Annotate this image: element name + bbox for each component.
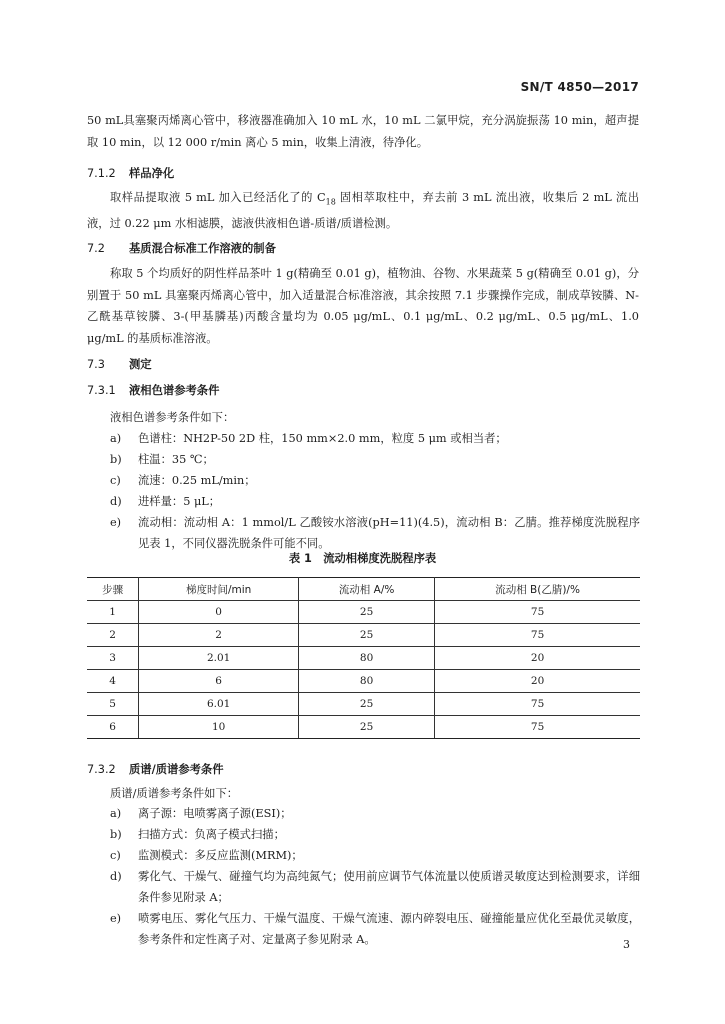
table-cell: 6 [87, 716, 139, 739]
table-cell: 75 [435, 693, 640, 716]
table-cell: 5 [87, 693, 139, 716]
sample-cleanup-paragraph: 取样品提取液 5 mL 加入已经活化了的 $C_{18}$ 固相萃取柱中，弃去前 3 mL 流出液，收集后 2 mL 流出液，过 0.22 μm 水相滤膜，滤液供液相色谱-质谱/质谱检测。 [87, 191, 639, 230]
section-title: 基质混合标准工作溶液的制备 [129, 242, 276, 255]
header-phase-a: 流动相 A/% [299, 578, 435, 601]
table-header-row [87, 578, 640, 601]
table-row [87, 647, 640, 670]
table-cell: 20 [435, 670, 640, 693]
table-row [87, 601, 640, 624]
header-gradient-time: 梯度时间/min [139, 578, 299, 601]
table-cell: 25 [299, 601, 435, 624]
table-cell: 80 [299, 647, 435, 670]
page-number: 3 [623, 938, 630, 951]
table-cell: 75 [435, 624, 640, 647]
section-7-3-2-heading [87, 762, 224, 778]
list-item: d) 雾化气、干燥气、碰撞气均为高纯氮气；使用前应调节气体流量以使质谱灵敏度达到检测要求，详细条件参见附录 A； [110, 870, 640, 904]
list-item: d) 进样量：5 μL； [110, 495, 221, 508]
section-title: 测定 [129, 358, 152, 371]
list-item: b) 扫描方式：负离子模式扫描； [110, 828, 285, 841]
lc-conditions-list [110, 428, 640, 554]
table-cell: 20 [435, 647, 640, 670]
table-cell: 1 [87, 601, 139, 624]
table-1-caption: 表 1 流动相梯度洗脱程序表 [288, 552, 437, 565]
ms-conditions-list [110, 803, 640, 950]
table-cell: 75 [435, 716, 640, 739]
section-7-2-heading [87, 241, 276, 257]
section-7-3-heading [87, 357, 152, 373]
section-7-1-2-heading [87, 166, 174, 182]
table-cell: 4 [87, 670, 139, 693]
table-cell: 2 [139, 624, 299, 647]
table-cell: 6.01 [139, 693, 299, 716]
ms-conditions-intro: 质谱/质谱参考条件如下： [110, 787, 239, 800]
table-cell: 6 [139, 670, 299, 693]
table-cell: 25 [299, 716, 435, 739]
list-item: c) 监测模式：多反应监测(MRM)； [110, 849, 303, 862]
table-cell: 2.01 [139, 647, 299, 670]
table-row [87, 670, 640, 693]
gradient-elution-table [87, 577, 640, 739]
matrix-standard-paragraph: 称取 5 个均质好的阴性样品茶叶 1 g(精确至 0.01 g)，植物油、谷物、水果蔬菜 5 g(精确至 0.01 g)，分别置于 50 mL 具塞聚丙烯离心管中，加入适量混合标准溶液，其余按照 7.1 步骤操作完成，制成草铵膦、N-乙酰基草铵膦、3-(甲基膦基)丙酸含量均为 0.05 μg/mL、0.1 μg/mL、0.2 μg/mL、0.5 μg/mL、1.0 μg/mL 的基质标准溶液。 [87, 267, 639, 345]
list-item: e) 喷雾电压、雾化气压力、干燥气温度、干燥气流速、源内碎裂电压、碰撞能量应优化至最优灵敏度，参考条件和定性离子对、定量离子参见附录 A。 [110, 912, 640, 946]
table-cell: 25 [299, 624, 435, 647]
lc-conditions-intro: 液相色谱参考条件如下： [110, 411, 235, 424]
table-cell: 80 [299, 670, 435, 693]
section-number: 7.3.2 [87, 763, 116, 776]
section-title: 样品净化 [129, 167, 175, 180]
header-phase-b: 流动相 B(乙腈)/% [435, 578, 640, 601]
table-row [87, 624, 640, 647]
table-cell: 3 [87, 647, 139, 670]
table-cell: 0 [139, 601, 299, 624]
section-title: 液相色谱参考条件 [129, 384, 220, 397]
list-item: a) 色谱柱：NH2P-50 2D 柱，150 mm×2.0 mm，粒度 5 μm 或相当者； [110, 432, 507, 445]
list-item: e) 流动相：流动相 A：1 mmol/L 乙酸铵水溶液(pH=11)(4.5)，流动相 B：乙腈。推荐梯度洗脱程序见表 1，不同仪器洗脱条件可能不同。 [110, 516, 640, 550]
list-item: a) 离子源：电喷雾离子源(ESI)； [110, 807, 292, 820]
extraction-continuation-paragraph: 50 mL具塞聚丙烯离心管中，移液器准确加入 10 mL 水，10 mL 二氯甲烷，充分涡旋振荡 10 min，超声提取 10 min，以 12 000 r/min 离心 5 min，收集上清液，待净化。 [87, 114, 639, 149]
table-row [87, 693, 640, 716]
section-number: 7.3 [87, 358, 105, 371]
section-title: 质谱/质谱参考条件 [129, 763, 224, 776]
table-cell: 10 [139, 716, 299, 739]
table-row [87, 716, 640, 739]
c18-subscript: 18 [325, 197, 336, 207]
list-item: b) 柱温：35 ℃； [110, 453, 214, 466]
table-cell: 2 [87, 624, 139, 647]
header-step: 步骤 [87, 578, 139, 601]
list-item: c) 流速：0.25 mL/min； [110, 474, 256, 487]
table-cell: 25 [299, 693, 435, 716]
section-7-3-1-heading [87, 383, 219, 399]
section-number: 7.3.1 [87, 384, 116, 397]
section-number: 7.1.2 [87, 167, 116, 180]
standard-code-header: SN/T 4850—2017 [520, 80, 639, 94]
table-cell: 75 [435, 601, 640, 624]
section-number: 7.2 [87, 242, 105, 255]
